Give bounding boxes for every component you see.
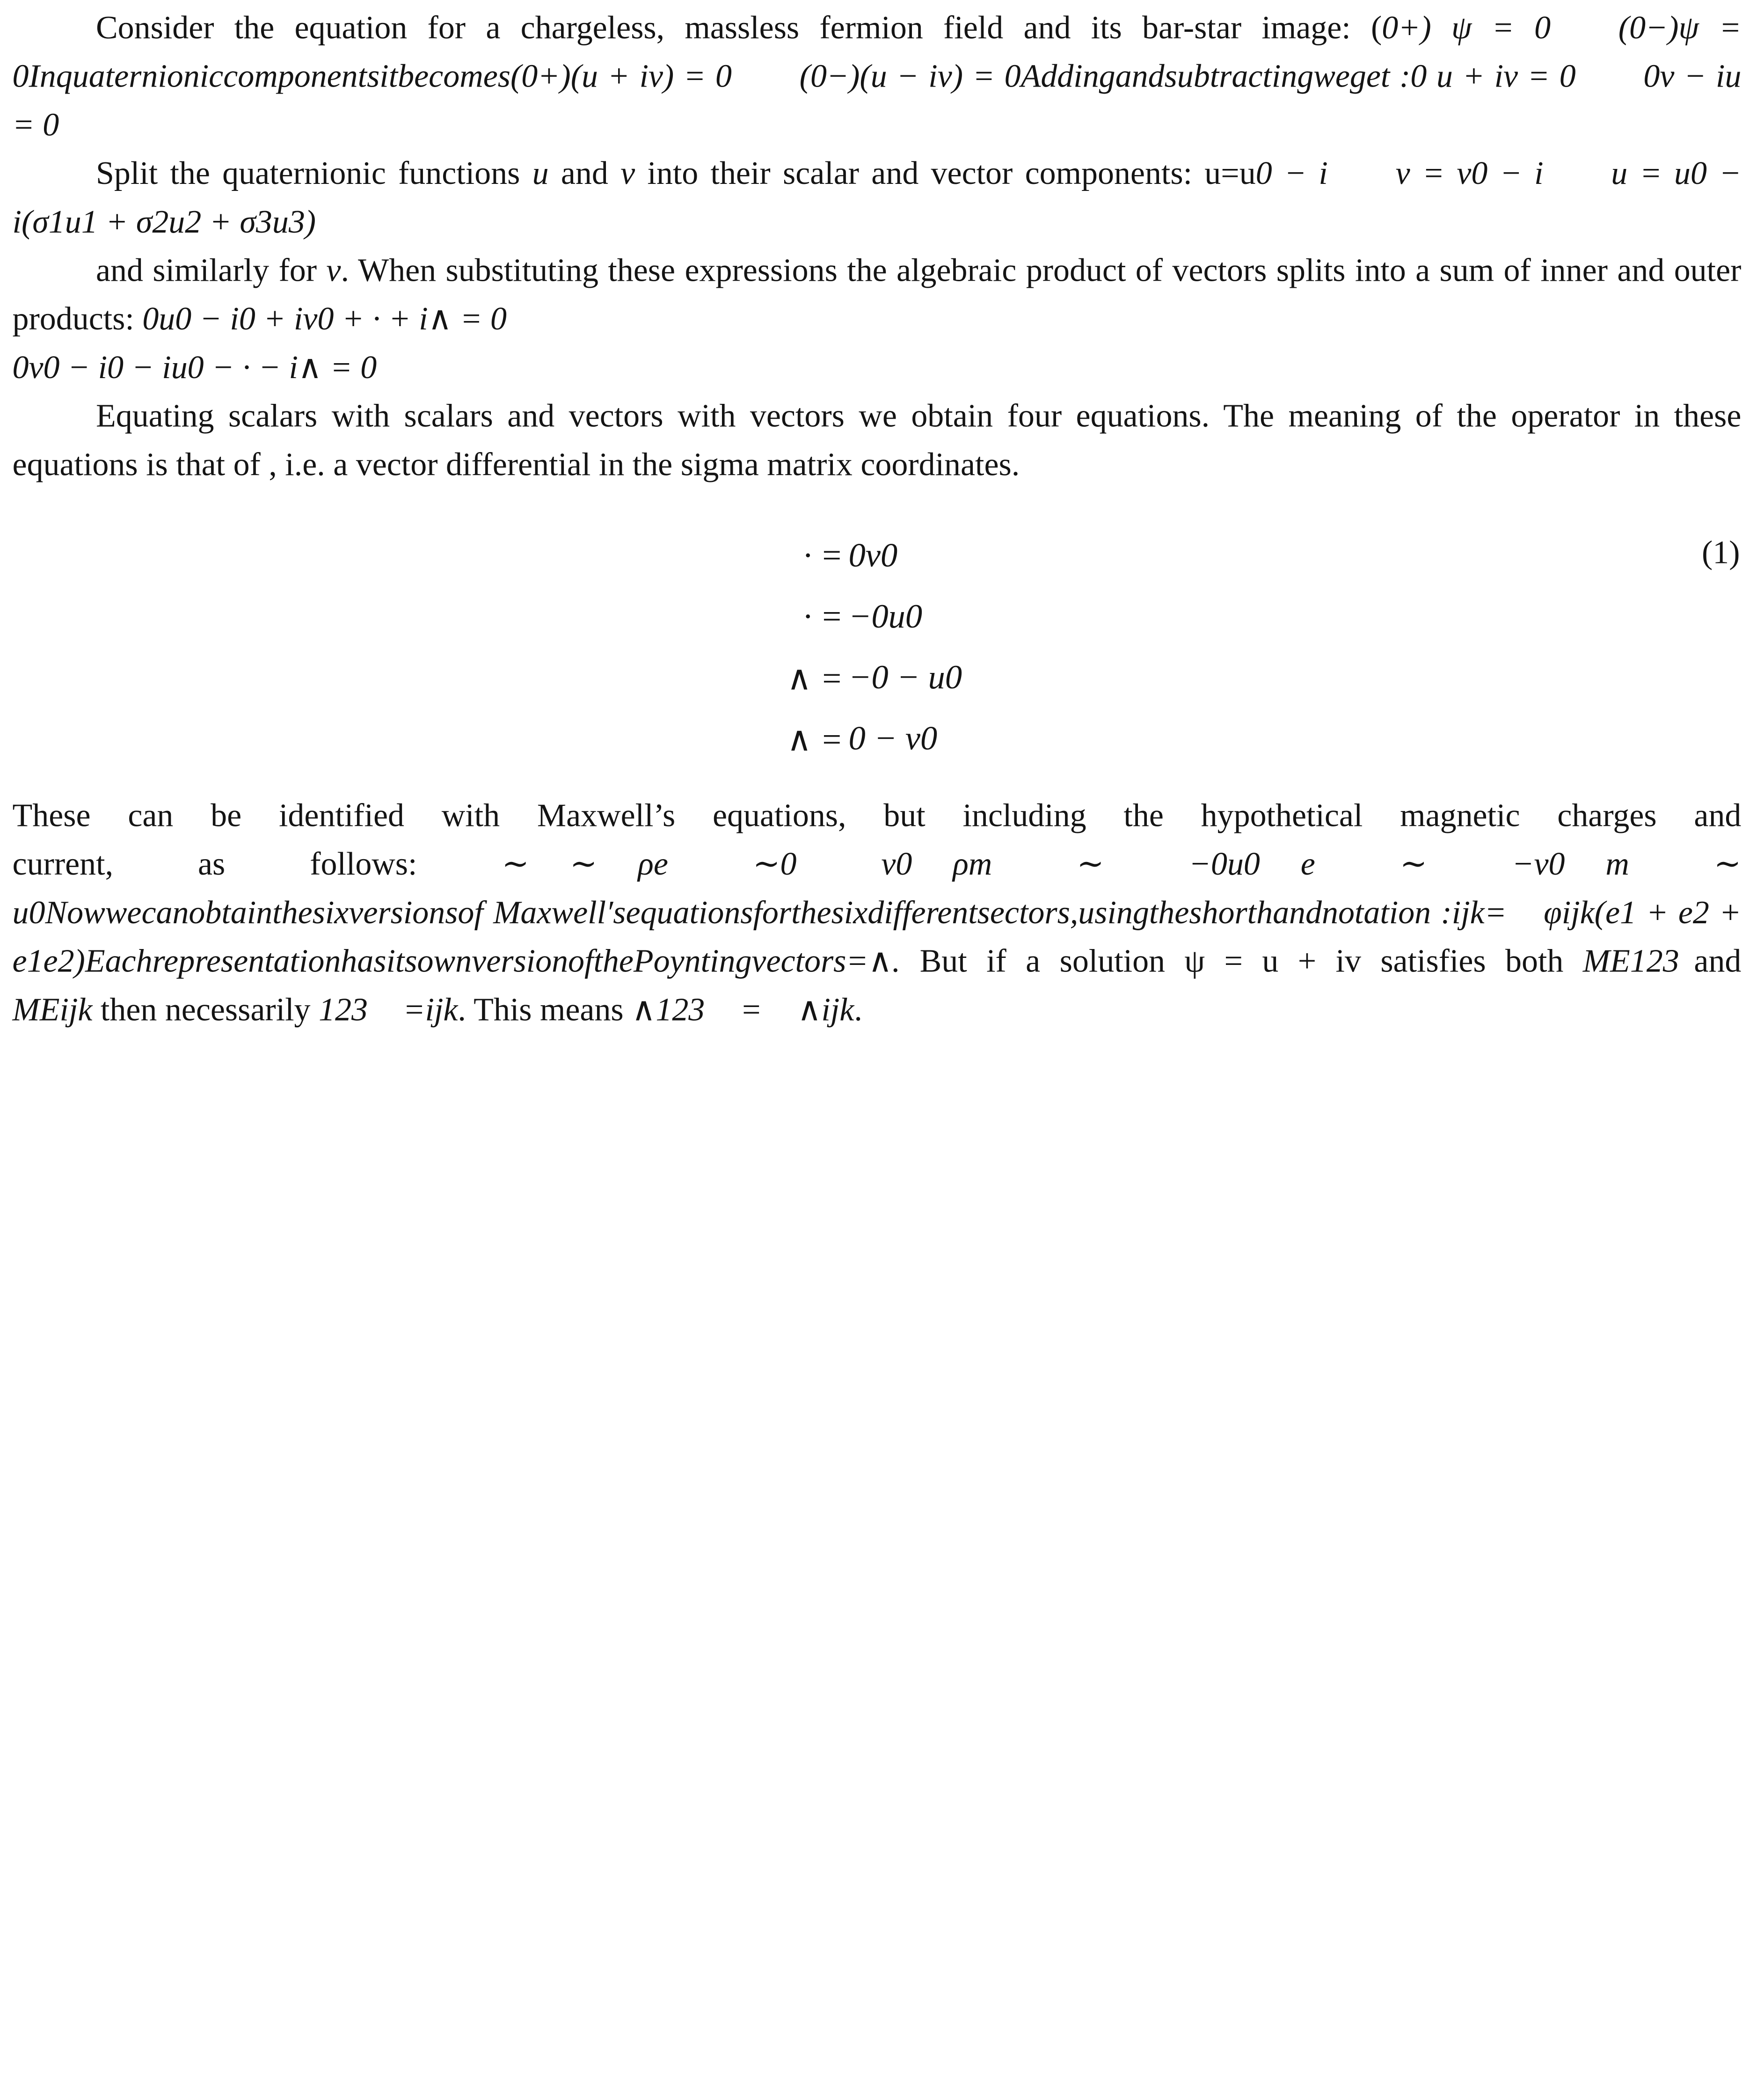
text-run: Split the quaternionic functions bbox=[96, 155, 532, 192]
math-inline: ∼ bbox=[502, 846, 530, 883]
math-inline: ρe ∼0 v0 bbox=[638, 846, 912, 883]
text-run: then necessarily bbox=[92, 992, 319, 1029]
math-inline: (0−)(u − iv) = 0Addingandsubtractingweget : bbox=[799, 58, 1411, 95]
math-inline: m ∼ bbox=[1605, 846, 1742, 883]
text-intro: Consider the equation for a chargeless, massless fermion field and its bar-star image: ( bbox=[96, 10, 1382, 46]
equation-line-3 bbox=[0, 652, 1746, 707]
equation-rhs: −0 − u0 bbox=[848, 659, 962, 697]
math-symbol-v: v bbox=[326, 253, 341, 289]
text-run: But if a solution ψ = u + iv satisfies both bbox=[900, 943, 1583, 980]
math-inline: 0 − i bbox=[1255, 155, 1328, 192]
math-symbol-u: u bbox=[532, 155, 549, 192]
text-run: into their scalar and vector components: u=u bbox=[635, 155, 1256, 192]
text-run: and bbox=[1679, 943, 1742, 980]
equation-lhs: · = bbox=[803, 598, 843, 635]
math-inline: 0v − iu = 0 bbox=[12, 58, 1742, 144]
math-inline: ∼ bbox=[569, 846, 598, 883]
math-inline: u = u0 − i(σ1u1 + σ2u2 + σ3u3) bbox=[12, 155, 1742, 241]
paragraph-inner-outer-products bbox=[13, 247, 1742, 393]
math-inline: 0+) ψ = 0 bbox=[1382, 10, 1551, 46]
text-run: Equating scalars with scalars and vectors with vectors we obtain four equations. The meaning of the operator in these equations is that of , i.e. a vector differential in the sigma matrix coordinates. bbox=[12, 398, 1742, 483]
math-inline: ρm ∼ −0u0 bbox=[953, 846, 1260, 883]
math-inline: u0Nowwecanobtainthesixversionsof Maxwell′sequationsforthesixdifferentsectors,usingtheshorthandnotation :ijk= bbox=[12, 895, 1507, 931]
math-inline: 0 u + iv = 0 bbox=[1410, 58, 1576, 95]
paragraph-fermion-equation bbox=[13, 5, 1742, 150]
equation-rhs: 0 − v0 bbox=[848, 720, 938, 758]
equation-rhs: 0v0 bbox=[848, 537, 898, 575]
equation-number: (1) bbox=[1701, 535, 1740, 571]
equation-lhs: ∧ = bbox=[787, 660, 843, 698]
math-inline: 0v0 − i0 − iu0 − · − i∧ = 0 bbox=[12, 350, 377, 386]
equation-lhs: ∧ = bbox=[787, 721, 843, 759]
text-run: . bbox=[854, 992, 862, 1029]
math-inline: 0u0 − i0 + iv0 + · + i∧ = 0 bbox=[142, 301, 507, 338]
text-run: and bbox=[548, 155, 621, 192]
math-inline: v = v0 − i bbox=[1395, 155, 1544, 192]
math-inline: 123 =ijk bbox=[319, 992, 458, 1029]
paragraph-maxwell-identification bbox=[13, 792, 1742, 1035]
equation-rhs: −0u0 bbox=[848, 598, 923, 635]
equation-line-1 bbox=[0, 531, 1746, 585]
text-run: These can be identified with Maxwell’s equations, but including the hypothetical magnetic charges and current, as follows: bbox=[12, 798, 1742, 883]
math-inline: ∧123 = ∧ijk bbox=[632, 992, 854, 1029]
paragraph-equating-scalars bbox=[13, 393, 1742, 489]
equation-line-2 bbox=[0, 591, 1746, 646]
math-inline: ME123 bbox=[1582, 943, 1679, 980]
text-run: . This means bbox=[458, 992, 632, 1029]
equation-lhs: · = bbox=[803, 537, 843, 575]
text-run: and similarly for bbox=[96, 253, 327, 289]
math-inline: e ∼ −v0 bbox=[1300, 846, 1565, 883]
equation-line-4 bbox=[0, 713, 1746, 767]
math-inline: (0−)ψ = 0Inquaternioniccomponentsitbecomes(0+)(u + iv) = 0 bbox=[12, 10, 1742, 95]
text-run: . When substituting these expressions the algebraic product of vectors splits into a sum of inner and outer products: bbox=[12, 253, 1742, 338]
math-symbol-v: v bbox=[620, 155, 635, 192]
math-inline: MEijk bbox=[12, 992, 93, 1029]
paragraph-split-components bbox=[13, 150, 1742, 247]
math-inline: φijk(e1 + e2 + e1e2)EachrepresentationhasitsownversionofthePoyntingvectors=∧. bbox=[12, 895, 1742, 980]
